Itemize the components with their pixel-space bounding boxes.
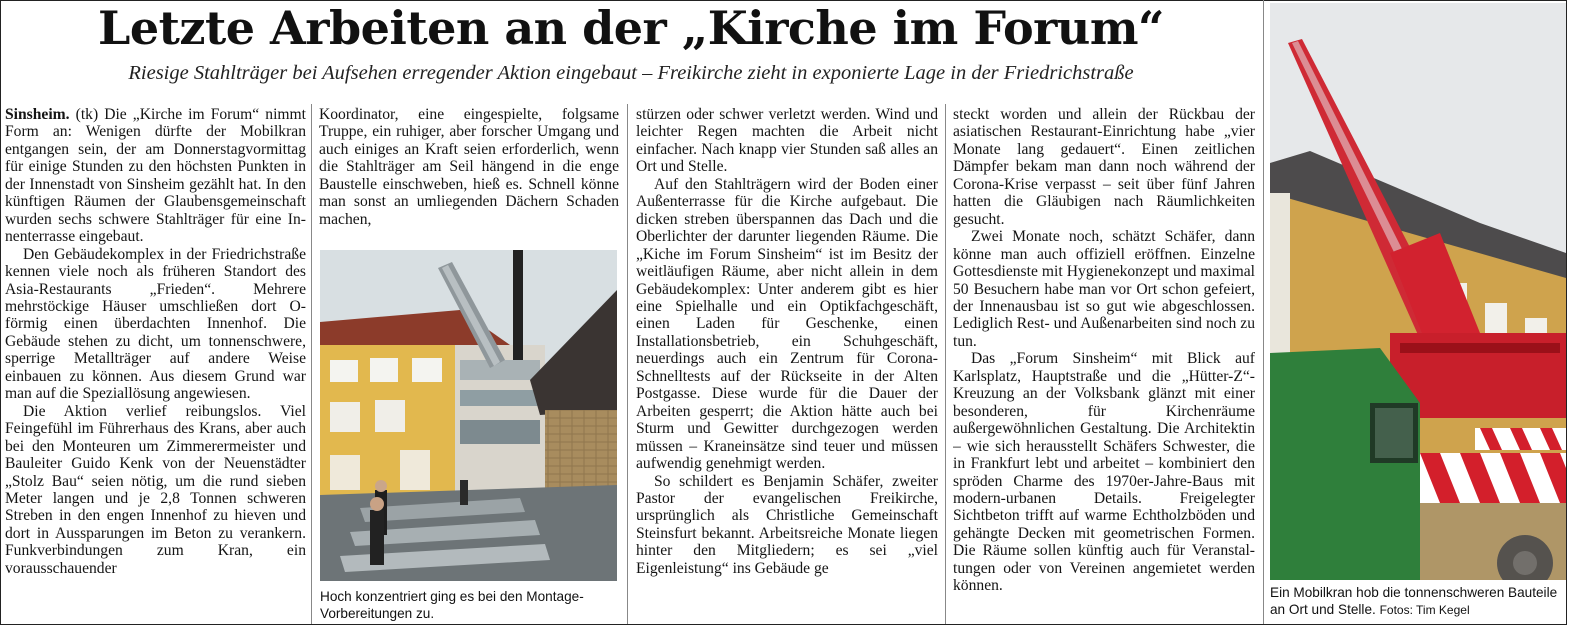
paragraph: Auf den Stahlträgern wird der Boden einer Außenterrasse für die Kirche aufgebaut. Die dicken streben überspannen das Dach und die Oberlichter der darunter liegenden Räume. Die „Kiche im Forum Sinsheim“ ist im Besitz der weitläufigen Räume, aber nicht allein in dem Gebäudekomplex: Unter anderem gibt es hier eine Spielhalle und ein Optikfachgeschäft, einen Laden für Geschenke, einen Installationsbetrieb, ein Schuhgeschäft, neuerdings auch ein Zentrum für Corona-Schnelltests auf der Rückseite in der Alten Postgasse. Diese wurde für die Dauer der Arbeiten gesperrt; die Aktion hätte auch bei Sturm und Gewitter durchgezogen werden müssen – Kraneinsätze sind teuer und müssen aufwendig genehmigt werden. [636,175,938,473]
paragraph: stürzen oder schwer verletzt werden. Wind und leichter Regen machten die Arbeit nicht einfacher. Nach knapp vier Stunden saß alles an Ort und Stelle. [636,106,938,176]
article-column-2 [319,106,619,246]
paragraph: Zwei Monate noch, schätzt Schäfer, dann könne man auch offiziell eröffnen. Einzelne Gottesdienste mit Hygienekonzept und maximal 50 Besuchern habe man vor Ort schon gefeiert, der Innenausbau ist so gut wie abgeschlossen. Lediglich Rest- und Außenarbeiten sind noch zu tun. [953,228,1255,350]
photo-construction-site [320,250,617,581]
construction-photo-image [320,250,617,581]
paragraph: steckt worden und allein der Rückbau der asiatischen Restaurant-Einrichtung habe „vier Monate lang gedauert“. Einen zeitlichen Dämpfer bekam man dann noch während der Corona-Krise verpasst – seit über fünf Jahren hatten die Gläubigen nach Räumlichkeiten gesucht. [953,106,1255,228]
paragraph: Das „Forum Sinsheim“ mit Blick auf Karlsplatz, Hauptstraße und die „Hütter-Z“-Kreuzung an der Volksbank glänzt mit einer besonderen, für Kirchenräume außergewöhnlichen Gestaltung. Die Architektin – wie sich herausstellt Schäfers Schwester, die in Frankfurt lebt und arbeitet – kombiniert den spröden Charme des 1970er-Jahre-Baus mit modern-urbanen Details. Freigelegter Sichtbeton trifft auf warme Echtholzböden und gehängte Decken mit geometrischen Formen. Die Räume sollen künftig auch für Veranstaltungen oder von Vereinen angemietet werden können. [953,350,1255,595]
column-rule [311,104,312,624]
column-rule [627,104,628,624]
dateline: Sinsheim. [5,106,70,123]
paragraph: Die Aktion verlief reibungslos. Viel Feingefühl im Führerhaus des Krans, aber auch bei den Monteuren um Zimmerermeister und Bauleiter Guido Kenk von der Neuenstädter „Stolz Bau“ seien nötig, um die rund sieben Meter langen und je 2,8 Tonnen schweren Streben in den engen Innenhof zu hieven und dort in Aussparungen im Beton zu verankern. Funkverbindungen zum Kran, ein vorausschauender [5,402,306,577]
caption-right-text: Ein Mobilkran hob die tonnenschweren Bauteile an Ort und Stelle. [1270,585,1558,617]
paragraph-text: (tk) Die „Kirche im Forum“ nimmt Form an: Wenigen dürfte der Mobilkran entgangen sein, der am Donnerstagvormittag für einige Stunden zu den höchsten Punkten in der Innenstadt von Sinsheim gezählt hat. In den künftigen Räumen der Glaubensgemeinschaft wurden sechs schwere Stahlträger für eine Innenterrasse eingebaut. [5,106,306,246]
paragraph: Koordinator, eine eingespielte, folgsame Truppe, ein ruhiger, aber forscher Umgang und auch einiges an Kraft seien erforderlich, wenn die Stahlträger am Seil hängend in die enge Baustelle einschweben, hieß es. Schnell könne man sonst an umliegenden Dächern Schaden machen, [319,106,619,228]
article-column-1 [5,106,306,626]
column-rule [1263,0,1264,624]
article-column-4 [953,106,1255,626]
crane-photo-image [1270,3,1566,580]
article-column-3 [636,106,938,626]
column-rule [945,104,946,624]
caption-right [1270,584,1566,619]
subheadline: Riesige Stahlträger bei Aufsehen erregender Aktion eingebaut – Freikirche zieht in exponierte Lage in der Friedrichstraße [128,62,1134,84]
paragraph: Den Gebäudekomplex in der Friedrichstraße kennen viele noch als früheren Standort des Asia-Restaurants „Frieden“. Mehrere mehrstöckige Häuser umschließen dort O-förmig einen überdachten Innenhof. Die Gebäude stehen zu dicht, um tonnenschwere, sperrige Metallträger auf andere Weise einbauen zu können. Aus diesem Grund war man auf die Speziallösung angewiesen. [5,245,306,403]
headline: Letzte Arbeiten an der „Kirche im Forum“ [98,1,1164,55]
paragraph: So schildert es Benjamin Schäfer, zweiter Pastor der evangelischen Freikirche, ursprünglich als Christliche Gemeinschaft Steinsfurt bekannt. Arbeitsreiche Monate liegen hinter den Mitgliedern; es sei „viel Eigenleistung“ ins Gebäude ge [636,472,938,577]
caption-left: Hoch konzentriert ging es bei den Montage-Vorbereitungen zu. [320,589,584,621]
paragraph [5,106,306,246]
photo-mobile-crane [1270,3,1566,580]
photo-credit: Fotos: Tim Kegel [1379,603,1470,617]
